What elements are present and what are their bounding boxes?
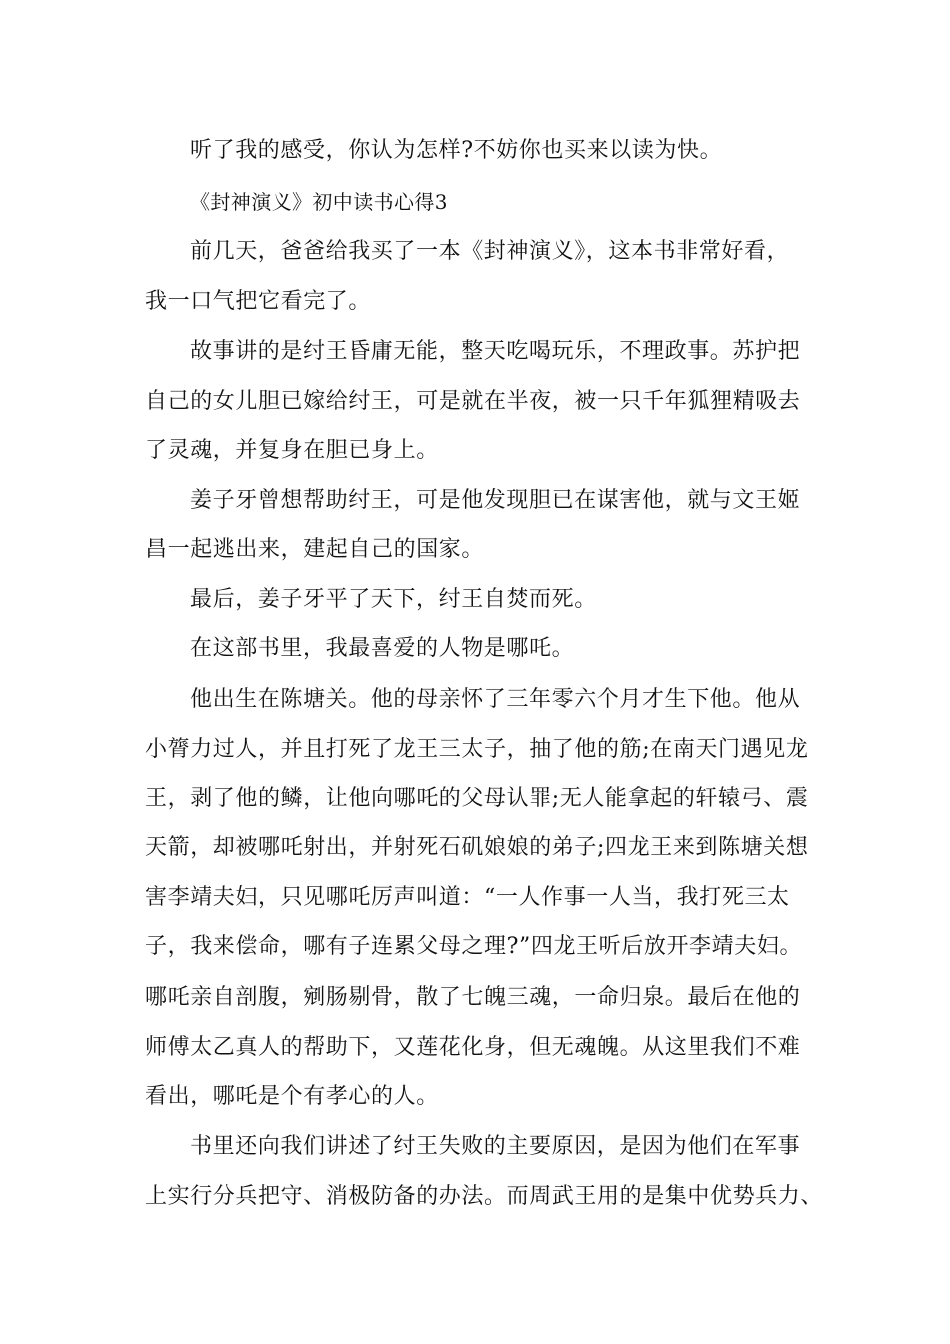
paragraph-line: 子，我来偿命，哪有子连累父母之理?”四龙王听后放开李靖夫妇。: [145, 934, 803, 959]
paragraph-line: 王，剥了他的鳞，让他向哪吒的父母认罪;无人能拿起的轩辕弓、震: [145, 786, 809, 811]
section-title: 《封神演义》初中读书心得3: [190, 190, 448, 214]
paragraph-line: 他出生在陈塘关。他的母亲怀了三年零六个月才生下他。他从: [190, 687, 801, 712]
paragraph-line: 听了我的感受，你认为怎样?不妨你也买来以读为快。: [190, 138, 723, 163]
paragraph-line: 最后，姜子牙平了天下，纣王自焚而死。: [190, 587, 597, 612]
paragraph-line: 书里还向我们讲述了纣王失败的主要原因，是因为他们在军事: [190, 1134, 801, 1159]
paragraph-line: 天箭，却被哪吒射出，并射死石矶娘娘的弟子;四龙王来到陈塘关想: [145, 835, 809, 860]
paragraph-line: 前几天，爸爸给我买了一本《封神演义》，这本书非常好看，: [190, 239, 790, 264]
paragraph-line: 在这部书里，我最喜爱的人物是哪吒。: [190, 636, 575, 661]
paragraph-line: 上实行分兵把守、消极防备的办法。而周武王用的是集中优势兵力、: [145, 1184, 824, 1209]
paragraph-line: 姜子牙曾想帮助纣王，可是他发现胆已在谋害他，就与文王姬: [190, 488, 801, 513]
paragraph-line: 看出，哪吒是个有孝心的人。: [145, 1084, 439, 1109]
paragraph-line: 自己的女儿胆已嫁给纣王，可是就在半夜，被一只千年狐狸精吸去: [145, 389, 801, 414]
paragraph-line: 师傅太乙真人的帮助下，又莲花化身，但无魂魄。从这里我们不难: [145, 1035, 801, 1060]
paragraph-line: 了灵魂，并复身在胆已身上。: [145, 438, 439, 463]
paragraph-line: 我一口气把它看完了。: [145, 289, 372, 314]
paragraph-line: 故事讲的是纣王昏庸无能，整天吃喝玩乐，不理政事。苏护把: [190, 339, 801, 364]
paragraph-line: 害李靖夫妇，只见哪吒厉声叫道：“一人作事一人当，我打死三太: [145, 885, 790, 910]
paragraph-line: 哪吒亲自剖腹，剜肠剔骨，散了七魄三魂，一命归泉。最后在他的: [145, 985, 801, 1010]
paragraph-line: 小膂力过人，并且打死了龙王三太子，抽了他的筋;在南天门遇见龙: [145, 737, 809, 762]
paragraph-line: 昌一起逃出来，建起自己的国家。: [145, 537, 485, 562]
